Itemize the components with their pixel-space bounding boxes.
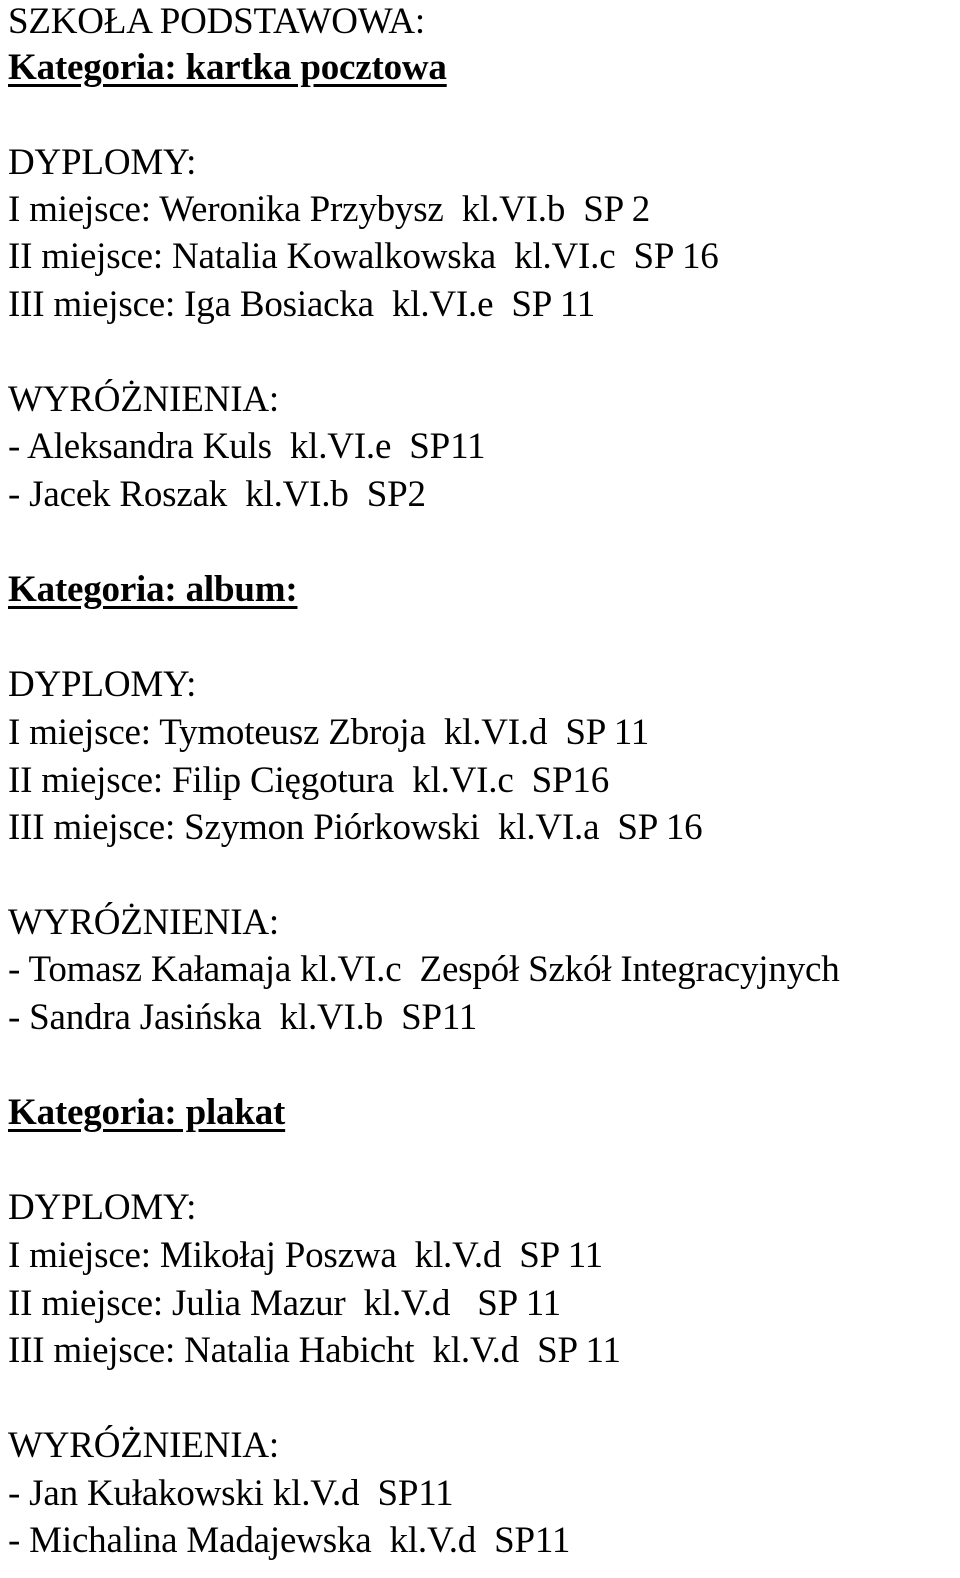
diploma-entry: I miejsce: Tymoteusz Zbroja kl.VI.d SP 11 <box>8 712 650 753</box>
honors-heading: WYRÓŻNIENIA: <box>8 379 279 420</box>
diploma-entry: III miejsce: Iga Bosiacka kl.VI.e SP 11 <box>8 284 596 325</box>
honor-entry: - Jacek Roszak kl.VI.b SP2 <box>8 474 426 515</box>
diploma-entry: I miejsce: Weronika Przybysz kl.VI.b SP 2 <box>8 189 650 230</box>
diploma-entry: II miejsce: Filip Cięgotura kl.VI.c SP16 <box>8 760 609 801</box>
category-heading: Kategoria: plakat <box>8 1092 286 1133</box>
diploma-entry: II miejsce: Natalia Kowalkowska kl.VI.c SP 16 <box>8 236 719 277</box>
diploma-entry: I miejsce: Mikołaj Poszwa kl.V.d SP 11 <box>8 1235 603 1276</box>
honor-entry: - Aleksandra Kuls kl.VI.e SP11 <box>8 426 486 467</box>
honor-entry: - Sandra Jasińska kl.VI.b SP11 <box>8 997 478 1038</box>
honor-entry: - Jan Kułakowski kl.V.d SP11 <box>8 1473 454 1514</box>
diplomas-heading: DYPLOMY: <box>8 1187 197 1228</box>
category-heading: Kategoria: kartka pocztowa <box>8 47 447 88</box>
diploma-entry: III miejsce: Natalia Habicht kl.V.d SP 11 <box>8 1330 621 1371</box>
honors-heading: WYRÓŻNIENIA: <box>8 1425 279 1466</box>
diplomas-heading: DYPLOMY: <box>8 664 197 705</box>
honors-heading: WYRÓŻNIENIA: <box>8 902 279 943</box>
honor-entry: - Tomasz Kałamaja kl.VI.c Zespół Szkół Integracyjnych <box>8 949 840 990</box>
diploma-entry: III miejsce: Szymon Piórkowski kl.VI.a SP 16 <box>8 807 703 848</box>
diplomas-heading: DYPLOMY: <box>8 142 197 183</box>
honor-entry: - Michalina Madajewska kl.V.d SP11 <box>8 1520 571 1561</box>
category-heading: Kategoria: album: <box>8 569 298 610</box>
page-header: SZKOŁA PODSTAWOWA: <box>8 1 426 42</box>
diploma-entry: II miejsce: Julia Mazur kl.V.d SP 11 <box>8 1283 561 1324</box>
